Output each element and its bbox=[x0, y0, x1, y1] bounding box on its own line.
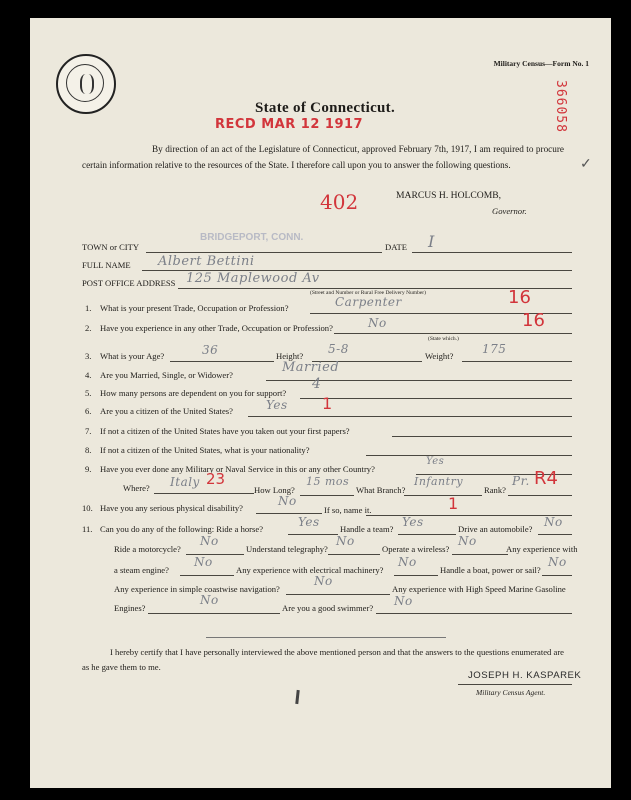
q4-label: Are you Married, Single, or Widower? bbox=[100, 370, 233, 380]
team-line bbox=[398, 534, 456, 535]
q5-number: 5. bbox=[85, 388, 92, 398]
wireless-value: No bbox=[458, 534, 477, 548]
weight-label: Weight? bbox=[425, 351, 454, 361]
rank-value: Pr. bbox=[512, 474, 530, 488]
q8-label: If not a citizen of the United States, what is your nationality? bbox=[100, 445, 310, 455]
q6-number: 6. bbox=[85, 406, 92, 416]
q4-number: 4. bbox=[85, 370, 92, 380]
q7-number: 7. bbox=[85, 426, 92, 436]
q10-name-line bbox=[366, 515, 572, 516]
coastwise-label: Any experience in simple coastwise navigation? bbox=[114, 584, 280, 594]
branch-label: What Branch? bbox=[356, 485, 406, 495]
agent-title: Military Census Agent. bbox=[476, 688, 546, 697]
engines-value: No bbox=[200, 593, 219, 607]
marine-label: Any experience with High Speed Marine Gasoline bbox=[392, 584, 566, 594]
q1-code: 16 bbox=[508, 287, 531, 308]
horse-value: Yes bbox=[298, 515, 320, 529]
height-label: Height? bbox=[276, 351, 304, 361]
q11-label: Can you do any of the following: Ride a horse? bbox=[100, 524, 264, 534]
q6-label: Are you a citizen of the United States? bbox=[100, 406, 233, 416]
steam-line bbox=[180, 575, 234, 576]
q9-label: Have you ever done any Military or Naval Service in this or any other Country? bbox=[100, 464, 375, 474]
where-line bbox=[154, 493, 254, 494]
divider bbox=[206, 637, 446, 638]
q5-label: How many persons are dependent on you for support? bbox=[100, 388, 287, 398]
q2-line bbox=[334, 333, 572, 334]
ink-mark bbox=[295, 690, 299, 704]
weight-value: 175 bbox=[482, 342, 507, 356]
address-label: POST OFFICE ADDRESS bbox=[82, 278, 176, 288]
agent-line bbox=[458, 684, 572, 685]
date-label: DATE bbox=[385, 242, 407, 252]
steam-value: No bbox=[194, 555, 213, 569]
q6-line bbox=[248, 416, 572, 417]
steam-label: a steam engine? bbox=[114, 565, 169, 575]
intro-paragraph: By direction of an act of the Legislature of Connecticut, approved February 7th, 1917, I am required to procure certain information relative to the resources of the State. I therefore call upon you to answer the following questions. bbox=[82, 144, 564, 170]
age-value: 36 bbox=[202, 343, 219, 357]
q4-value: Married bbox=[282, 360, 340, 375]
name-label: FULL NAME bbox=[82, 260, 131, 270]
swimmer-label: Are you a good swimmer? bbox=[282, 603, 374, 613]
swimmer-value: No bbox=[394, 594, 413, 608]
q11-number: 11. bbox=[82, 524, 93, 534]
q10-label: Have you any serious physical disability? bbox=[100, 503, 243, 513]
q7-line bbox=[392, 436, 572, 437]
age-line bbox=[170, 361, 274, 362]
address-value: 125 Maplewood Av bbox=[186, 271, 320, 286]
check-mark: ✓ bbox=[580, 157, 592, 172]
town-line bbox=[146, 252, 382, 253]
address-note: (Street and Number or Rural Free Delivery Number) bbox=[310, 290, 426, 296]
date-line bbox=[412, 252, 572, 253]
form-number: Military Census—Form No. 1 bbox=[493, 59, 589, 68]
team-value: Yes bbox=[402, 515, 424, 529]
coastwise-value: No bbox=[314, 574, 333, 588]
q8-line bbox=[366, 455, 572, 456]
name-value: Albert Bettini bbox=[158, 254, 255, 269]
team-label: Handle a team? bbox=[340, 524, 394, 534]
q10-line bbox=[256, 513, 322, 514]
q10-mark: 1 bbox=[448, 494, 459, 513]
any-experience-label: Any experience with bbox=[506, 544, 578, 554]
box-number: 402 bbox=[320, 190, 359, 214]
q2-number: 2. bbox=[85, 323, 92, 333]
q1-label: What is your present Trade, Occupation or Profession? bbox=[100, 303, 289, 313]
date-value: I bbox=[428, 232, 435, 251]
q7-label: If not a citizen of the United States have you taken out your first papers? bbox=[100, 426, 350, 436]
branch-line bbox=[404, 495, 482, 496]
coastwise-line bbox=[286, 594, 390, 595]
q9-value: Yes bbox=[426, 456, 445, 467]
horse-line bbox=[288, 534, 338, 535]
q2-value: No bbox=[368, 316, 387, 330]
town-value: BRIDGEPORT, CONN. bbox=[200, 232, 304, 243]
branch-value: Infantry bbox=[414, 475, 464, 488]
auto-label: Drive an automobile? bbox=[458, 524, 533, 534]
where-label: Where? bbox=[123, 483, 150, 493]
swimmer-line bbox=[376, 613, 572, 614]
census-form-page bbox=[30, 18, 611, 788]
q1-number: 1. bbox=[85, 303, 92, 313]
q8-number: 8. bbox=[85, 445, 92, 455]
q6-value: Yes bbox=[266, 398, 288, 412]
auto-value: No bbox=[544, 515, 563, 529]
q10-value: No bbox=[278, 494, 297, 508]
governor-name: MARCUS H. HOLCOMB, bbox=[396, 190, 502, 201]
governor-title: Governor. bbox=[492, 206, 527, 216]
how-long-label: How Long? bbox=[254, 485, 295, 495]
received-date-stamp: RECD MAR 12 1917 bbox=[215, 117, 364, 132]
weight-line bbox=[462, 361, 572, 362]
q6-mark: 1 bbox=[322, 394, 333, 413]
wireless-line bbox=[452, 554, 508, 555]
auto-line bbox=[538, 534, 572, 535]
q3-label: What is your Age? bbox=[100, 351, 165, 361]
q2-code: 16 bbox=[522, 310, 545, 331]
q2-note: (State which.) bbox=[428, 336, 459, 342]
town-label: TOWN or CITY bbox=[82, 242, 140, 252]
state-seal-icon bbox=[56, 54, 116, 114]
how-long-value: 15 mos bbox=[306, 475, 350, 488]
q1-value: Carpenter bbox=[335, 295, 402, 309]
electrical-line bbox=[394, 575, 438, 576]
q5-line bbox=[300, 398, 572, 399]
certification-text: I hereby certify that I have personally interviewed the above mentioned person and that the answers to the questions enumerated are as he gave them to me. bbox=[82, 647, 564, 672]
telegraphy-line bbox=[328, 554, 380, 555]
boat-value: No bbox=[548, 555, 567, 569]
rank-line bbox=[508, 495, 572, 496]
electrical-value: No bbox=[398, 555, 417, 569]
how-long-line bbox=[300, 495, 354, 496]
boat-line bbox=[542, 575, 572, 576]
moto-label: Ride a motorcycle? bbox=[114, 544, 181, 554]
where-value: Italy bbox=[170, 475, 200, 489]
telegraphy-value: No bbox=[336, 534, 355, 548]
telegraphy-label: Understand telegraphy? bbox=[246, 544, 328, 554]
where-code: 23 bbox=[206, 470, 226, 488]
moto-value: No bbox=[200, 534, 219, 548]
q9-number: 9. bbox=[85, 464, 92, 474]
electrical-label: Any experience with electrical machinery? bbox=[236, 565, 384, 575]
engines-label: Engines? bbox=[114, 603, 146, 613]
rank-code: R4 bbox=[534, 468, 558, 489]
height-value: 5-8 bbox=[328, 342, 349, 356]
rank-label: Rank? bbox=[484, 485, 506, 495]
q5-value: 4 bbox=[312, 376, 322, 392]
engines-line bbox=[148, 613, 280, 614]
boat-label: Handle a boat, power or sail? bbox=[440, 565, 541, 575]
q2-label: Have you experience in any other Trade, Occupation or Profession? bbox=[100, 323, 333, 333]
agent-name: JOSEPH H. KASPAREK bbox=[468, 670, 582, 681]
state-title: State of Connecticut. bbox=[255, 100, 396, 116]
q10-number: 10. bbox=[82, 503, 93, 513]
wireless-label: Operate a wireless? bbox=[382, 544, 450, 554]
q10-name-label: If so, name it. bbox=[324, 505, 372, 515]
serial-number-stamp: 366058 bbox=[553, 80, 568, 133]
q3-number: 3. bbox=[85, 351, 92, 361]
